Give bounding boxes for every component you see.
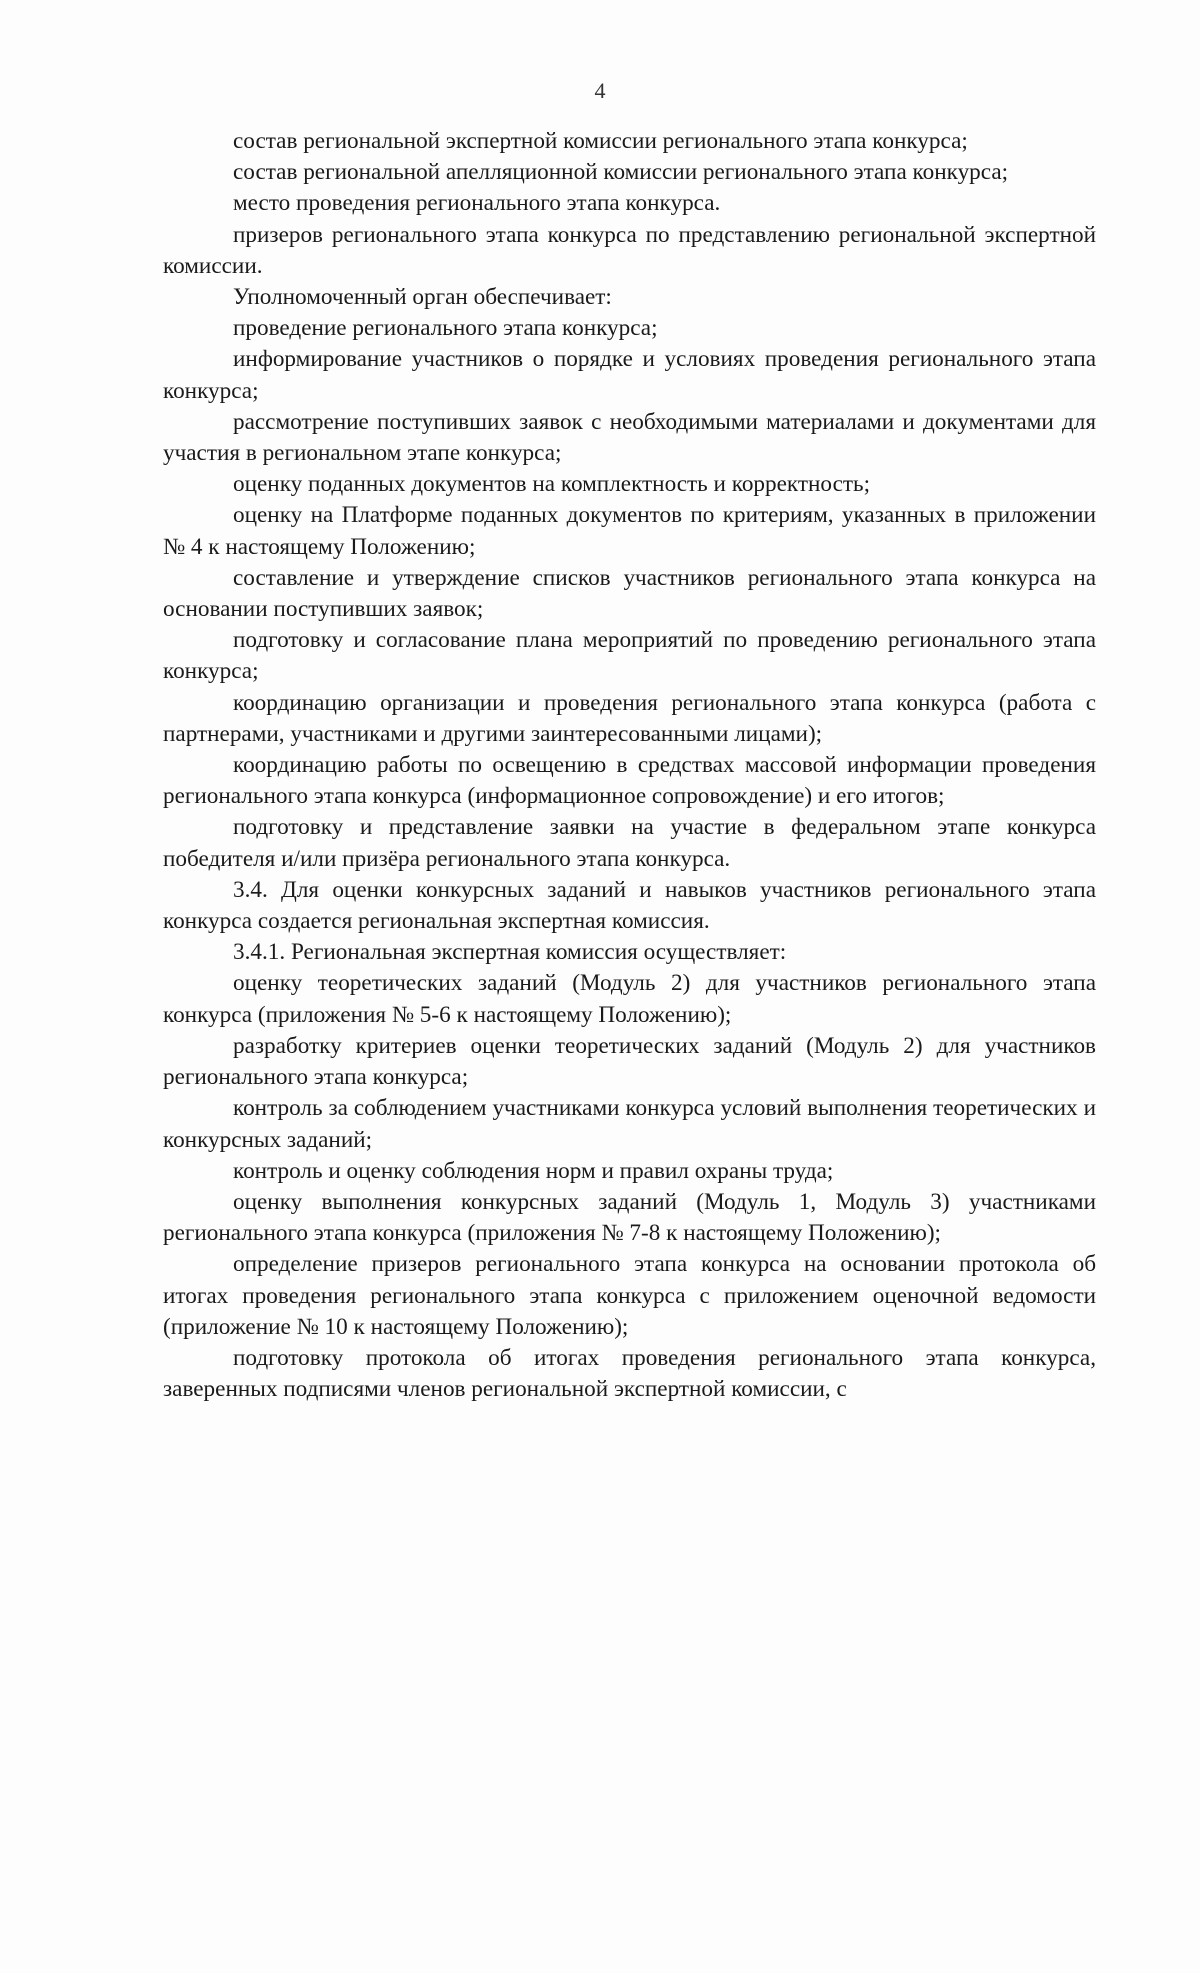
paragraph: рассмотрение поступивших заявок с необходимыми материалами и документами для участия в региональном этапе конкурса;: [163, 408, 1096, 467]
paragraph: проведение регионального этапа конкурса;: [233, 315, 658, 342]
paragraph: подготовку протокола об итогах проведения регионального этапа конкурса, заверенных подписями членов региональной экспертной комиссии, с: [163, 1344, 1096, 1403]
paragraph: 3.4. Для оценки конкурсных заданий и навыков участников регионального этапа конкурса создается региональная экспертная комиссия.: [163, 876, 1096, 935]
paragraph: место проведения регионального этапа конкурса.: [233, 190, 721, 217]
paragraph: разработку критериев оценки теоретических заданий (Модуль 2) для участников регионального этапа конкурса;: [163, 1032, 1096, 1091]
paragraph: оценку поданных документов на комплектность и корректность;: [233, 471, 871, 498]
paragraph: Уполномоченный орган обеспечивает:: [233, 284, 612, 311]
paragraph: призеров регионального этапа конкурса по представлению региональной экспертной комиссии.: [163, 221, 1096, 279]
paragraph: информирование участников о порядке и условиях проведения регионального этапа конкурса;: [163, 346, 1096, 404]
paragraph: оценку выполнения конкурсных заданий (Модуль 1, Модуль 3) участниками регионального этапа конкурса (приложения № 7-8 к настоящему Положению);: [163, 1188, 1096, 1247]
paragraph: определение призеров регионального этапа конкурса на основании протокола об итогах проведения регионального этапа конкурса с приложением оценочной ведомости (приложение № 10 к настоящему Положению);: [163, 1251, 1096, 1340]
paragraph: координацию работы по освещению в средствах массовой информации проведения регионального этапа конкурса (информационное сопровождение) и его итогов;: [163, 752, 1096, 810]
paragraph: контроль за соблюдением участниками конкурса условий выполнения теоретических и конкурсных заданий;: [163, 1095, 1096, 1153]
paragraph: 3.4.1. Региональная экспертная комиссия осуществляет:: [233, 939, 787, 966]
paragraph: координацию организации и проведения регионального этапа конкурса (работа с партнерами, участниками и другими заинтересованными лицами);: [163, 689, 1096, 747]
page-number: 4: [594, 78, 606, 103]
paragraph: состав региональной экспертной комиссии регионального этапа конкурса;: [233, 128, 968, 154]
paragraph: оценку теоретических заданий (Модуль 2) для участников регионального этапа конкурса (приложения № 5-6 к настоящему Положению);: [163, 970, 1096, 1028]
paragraph: контроль и оценку соблюдения норм и правил охраны труда;: [233, 1157, 834, 1184]
paragraph: оценку на Платформе поданных документов по критериям, указанных в приложении № 4 к настоящему Положению;: [163, 502, 1096, 560]
paragraph: подготовку и согласование плана мероприятий по проведению регионального этапа конкурса;: [163, 627, 1096, 685]
document-body: [163, 126, 1096, 1405]
paragraph: подготовку и представление заявки на участие в федеральном этапе конкурса победителя и/или призёра регионального этапа конкурса.: [163, 814, 1096, 872]
paragraph: составление и утверждение списков участников регионального этапа конкурса на основании поступивших заявок;: [163, 564, 1096, 623]
paragraph: состав региональной апелляционной комиссии регионального этапа конкурса;: [233, 159, 1009, 186]
